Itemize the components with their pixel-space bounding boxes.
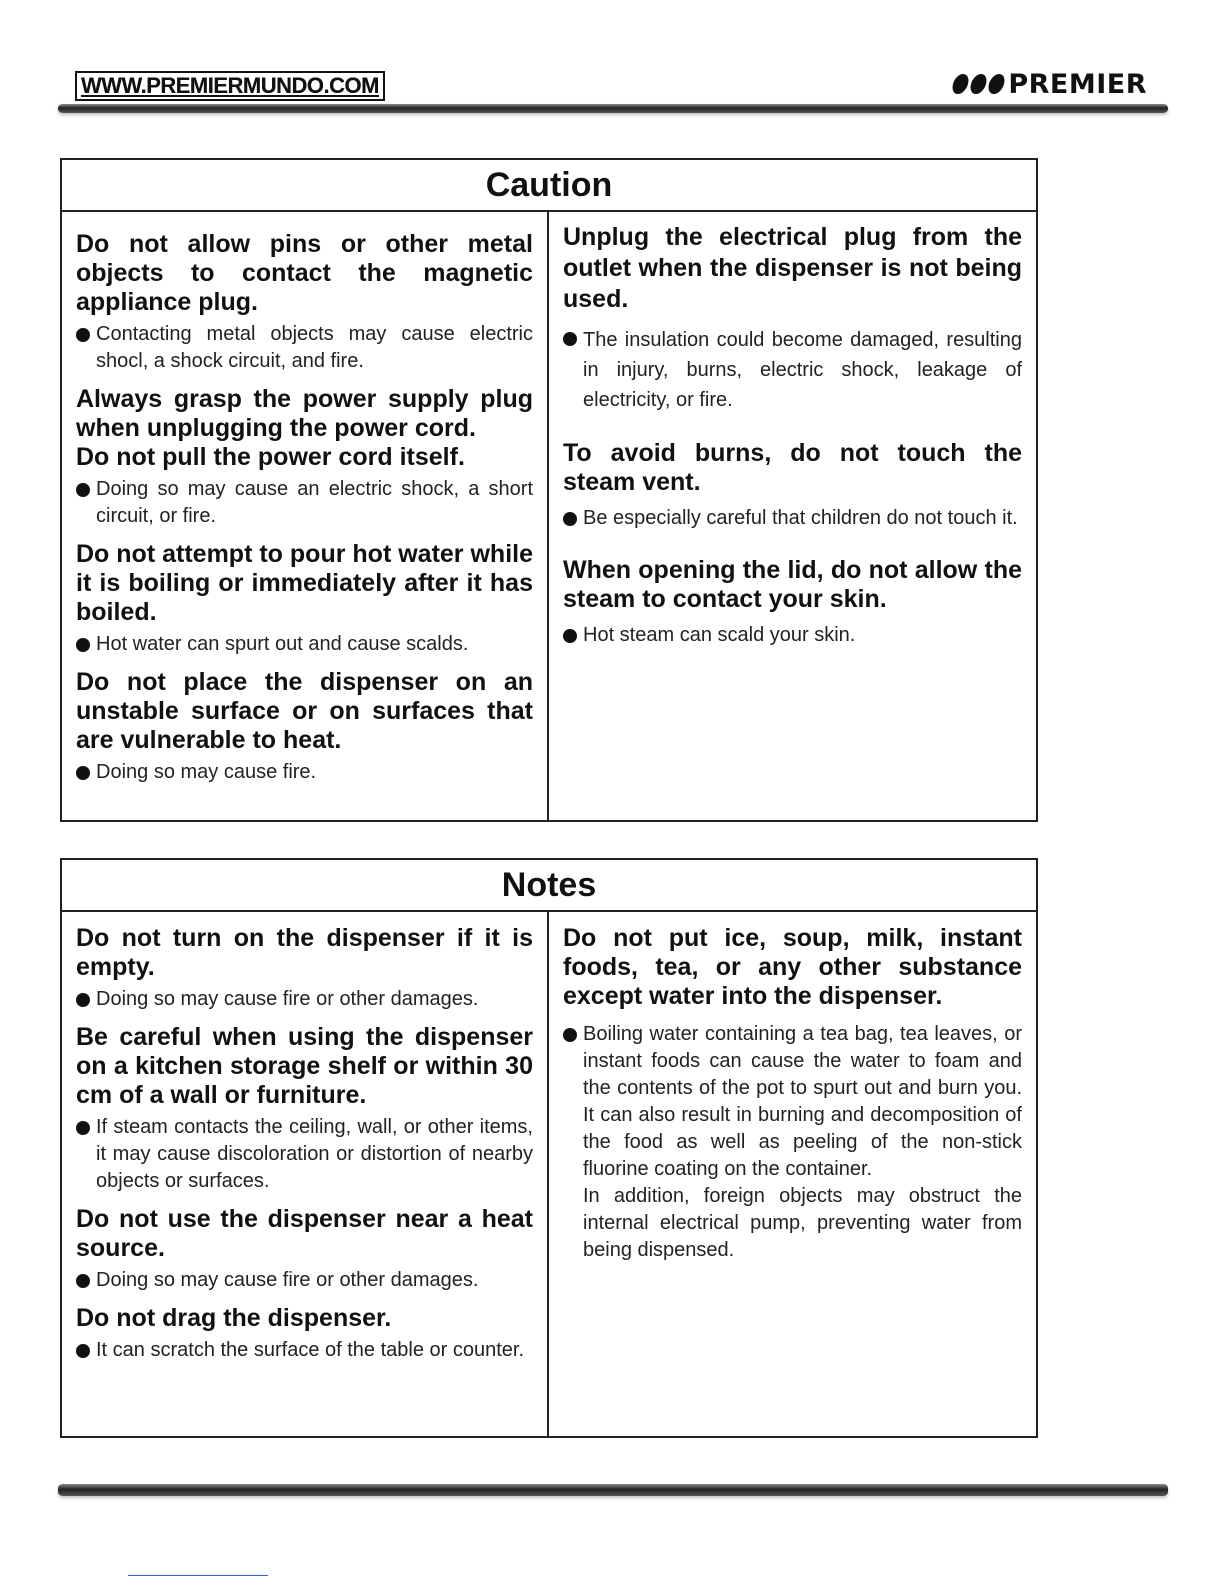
bullet-icon: [563, 629, 577, 643]
notes-left-column: [62, 912, 549, 1436]
bullet-icon: [76, 1274, 90, 1288]
item-bullet: Be especially careful that children do not touch it.: [563, 505, 1022, 532]
caution-left-column: [62, 212, 549, 820]
bullet-icon: [76, 1121, 90, 1135]
brand-name: PREMIER: [1008, 68, 1147, 100]
notes-item: [76, 1023, 533, 1195]
bullet-icon: [76, 1344, 90, 1358]
item-bullet: Hot steam can scald your skin.: [563, 622, 1022, 649]
notes-panel: [60, 858, 1038, 1438]
bullet-icon: [563, 512, 577, 526]
item-heading: Always grasp the power supply plug when unplugging the power cord.: [76, 385, 533, 442]
notes-right-column: [549, 912, 1036, 1436]
website-url[interactable]: WWW.PREMIERMUNDO.COM: [75, 71, 385, 101]
item-bullet-continuation: In addition, foreign objects may obstruct the internal electrical pump, preventing water from being dispensed.: [583, 1185, 1022, 1261]
item-bullet: It can scratch the surface of the table or counter.: [76, 1337, 533, 1364]
bullet-icon: [76, 483, 90, 497]
item-bullet: Doing so may cause fire or other damages.: [76, 986, 533, 1013]
caution-item: [563, 439, 1022, 532]
bullet-icon: [76, 993, 90, 1007]
notes-item: [76, 1205, 533, 1294]
item-bullet: Hot water can spurt out and cause scalds.: [76, 631, 533, 658]
caution-item: [76, 230, 533, 375]
notes-item: [76, 924, 533, 1013]
header-rule: [58, 104, 1168, 113]
brand-dots-icon: [953, 74, 1004, 94]
item-bullet: Doing so may cause fire or other damages.: [76, 1267, 533, 1294]
footer-link-underline: [128, 1575, 268, 1576]
item-heading: Do not place the dispenser on an unstable surface or on surfaces that are vulnerable to heat.: [76, 668, 533, 754]
bullet-icon: [76, 766, 90, 780]
item-bullet: Doing so may cause fire.: [76, 759, 533, 786]
item-bullet: Contacting metal objects may cause electric shocl, a shock circuit, and fire.: [76, 321, 533, 375]
item-heading: To avoid burns, do not touch the steam vent.: [563, 439, 1022, 496]
notes-item: [76, 1304, 533, 1364]
caution-item: [76, 540, 533, 658]
bullet-icon: [563, 1028, 577, 1042]
caution-item: [76, 668, 533, 786]
caution-item: [563, 556, 1022, 649]
item-bullet: If steam contacts the ceiling, wall, or other items, it may cause discoloration or distortion of nearby objects or surfaces.: [76, 1114, 533, 1195]
item-heading: Do not use the dispenser near a heat source.: [76, 1205, 533, 1262]
item-heading: Do not allow pins or other metal objects to contact the magnetic appliance plug.: [76, 230, 533, 316]
item-bullet: Boiling water containing a tea bag, tea leaves, or instant foods can cause the water to foam and the contents of the pot to spurt out and burn you. It can also result in burning and decomposition of the food as well as peeling of the non-stick fluorine coating on the container.: [563, 1021, 1022, 1183]
bullet-icon: [76, 328, 90, 342]
item-heading: Be careful when using the dispenser on a kitchen storage shelf or within 30 cm of a wall or furniture.: [76, 1023, 533, 1109]
item-heading: When opening the lid, do not allow the steam to contact your skin.: [563, 556, 1022, 613]
bullet-icon: [563, 332, 577, 346]
notes-title: Notes: [62, 860, 1036, 912]
footer-rule: [58, 1484, 1168, 1496]
item-heading: Unplug the electrical plug from the outlet when the dispenser is not being used.: [563, 223, 1022, 313]
item-heading: Do not turn on the dispenser if it is empty.: [76, 924, 533, 981]
bullet-icon: [76, 638, 90, 652]
caution-title: Caution: [62, 160, 1036, 212]
item-heading: Do not put ice, soup, milk, instant foods, tea, or any other substance except water into the dispenser.: [563, 924, 1022, 1010]
item-heading: Do not attempt to pour hot water while it is boiling or immediately after it has boiled.: [76, 540, 533, 626]
item-bullet: Doing so may cause an electric shock, a short circuit, or fire.: [76, 476, 533, 530]
caution-panel: [60, 158, 1038, 822]
item-bullet: The insulation could become damaged, resulting in injury, burns, electric shock, leakage of electricity, or fire.: [563, 325, 1022, 415]
caution-item: [76, 385, 533, 530]
caution-right-column: [549, 212, 1036, 820]
brand-logo: [953, 66, 1147, 102]
item-heading: Do not pull the power cord itself.: [76, 443, 465, 471]
notes-item: [563, 924, 1022, 1264]
caution-item: [563, 222, 1022, 415]
item-heading: Do not drag the dispenser.: [76, 1304, 392, 1332]
